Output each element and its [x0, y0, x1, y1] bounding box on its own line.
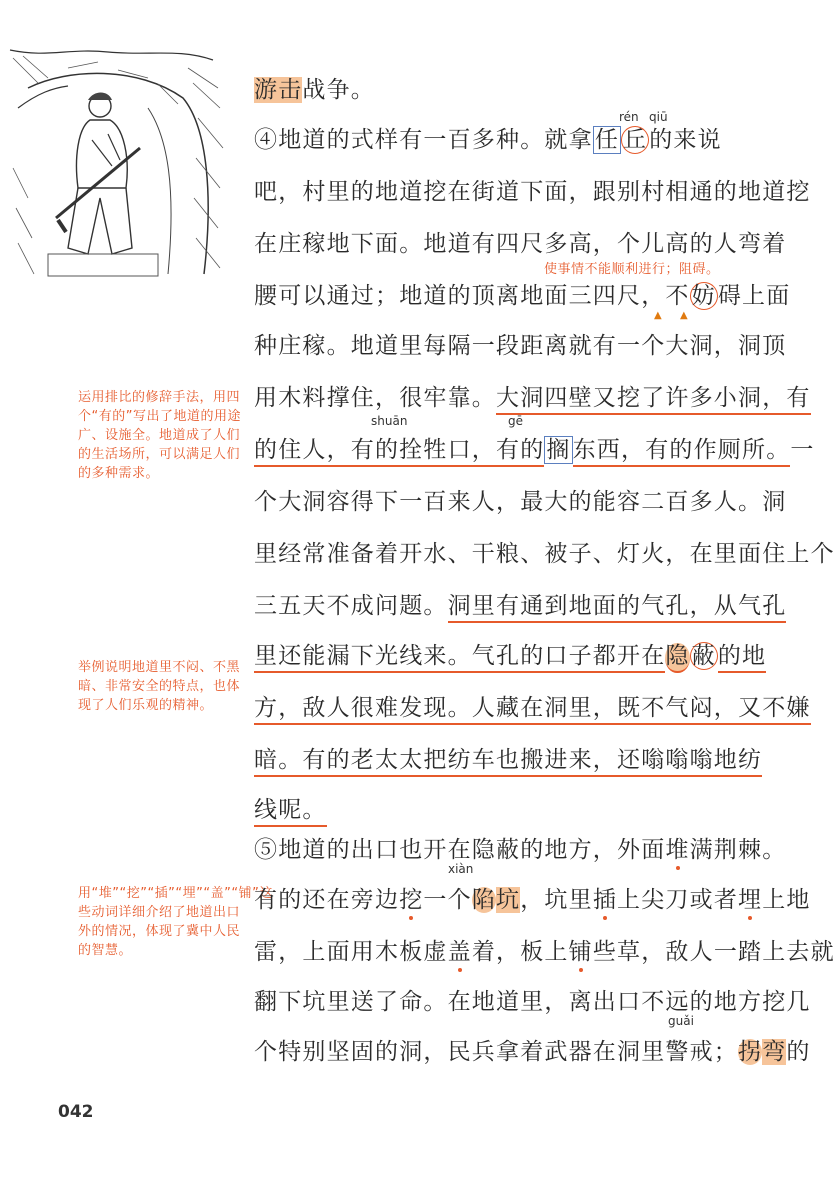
text-line-9: 个大洞容得下一百来人，最大的能容二百多人。洞: [254, 489, 787, 515]
text-line-3: 吧，村里的地道挖在街道下面，跟别村相通的地道挖: [254, 179, 811, 205]
text-line-5: 腰可以通过；地道的顶离地面三四尺，不妨碍上面: [254, 283, 791, 309]
text-line-18: 雷，上面用木板虚盖着，板上铺些草，敌人一踏上去就: [254, 939, 835, 965]
page-number: 042: [58, 1102, 94, 1122]
text-line-16: ⑤地道的出口也开在隐蔽的地方，外面堆满荆棘。: [254, 837, 787, 863]
text-line-12: 里还能漏下光线来。气孔的口子都开在隐蔽的地: [254, 636, 754, 686]
text-line-1: 游击战争。: [254, 77, 376, 103]
pinyin-shuan: shuān: [371, 414, 408, 428]
pinyin-ge: gē: [508, 414, 523, 428]
text-line-7: 用木料撑住，很牢靠。大洞四壁又挖了许多小洞，有: [254, 378, 754, 428]
text-line-6: 种庄稼。地道里每隔一段距离就有一个大洞，洞顶: [254, 333, 787, 359]
side-note-verbs: 用“堆”“挖”“插”“埋”“盖”“铺”这些动词详细介绍了地道出口外的情况，体现了冀中人民的智慧。: [78, 886, 273, 958]
text-line-2: ④地道的式样有一百多种。就拿任 丘的来说: [254, 127, 722, 153]
text-line-17: 有的还在旁边挖一个陷坑，坑里插上尖刀或者埋上地: [254, 887, 811, 913]
text-line-4: 在庄稼地下面。地道有四尺多高，个儿高的人弯着: [254, 231, 787, 257]
text-line-15: 线呢。: [254, 790, 754, 840]
text-line-8: 的住人，有的拴牲口，有的搁东西，有的作厕所。一: [254, 430, 754, 480]
pinyin-ren: rén: [619, 110, 639, 124]
text-line-10: 里经常准备着开水、干粮、被子、灯火，在里面住上个: [254, 541, 835, 567]
gloss-fang-ai: 使事情不能顺利进行；阻碍。: [544, 262, 720, 277]
marker-triangle: ▲: [654, 310, 662, 321]
side-note-parallelism: 运用排比的修辞手法，用四个“有的”写出了地道的用途广、设施全。地道成了人们的生活场所，可以满足人们的多种需求。: [78, 390, 241, 481]
side-note-example: 举例说明地道里不闷、不黑暗、非常安全的特点，也体现了人们乐观的精神。: [78, 660, 241, 713]
soldier-tunnel-illustration: [8, 48, 228, 276]
text-line-14: 暗。有的老太太把纺车也搬进来，还嗡嗡嗡地纺: [254, 740, 754, 790]
pinyin-qiu: qiū: [649, 110, 668, 124]
marker-triangle: ▲: [680, 310, 688, 321]
pinyin-guai: guǎi: [668, 1014, 694, 1028]
text-line-13: 方，敌人很难发现。人藏在洞里，既不气闷，又不嫌: [254, 688, 754, 738]
text-line-19: 翻下坑里送了命。在地道里，离出口不远的地方挖几: [254, 989, 811, 1015]
text-line-11: 三五天不成问题。洞里有通到地面的气孔，从气孔: [254, 586, 754, 636]
pinyin-xian: xiàn: [448, 862, 474, 876]
text-line-20: 个特别坚固的洞，民兵拿着武器在洞里警戒；拐弯的: [254, 1039, 811, 1065]
